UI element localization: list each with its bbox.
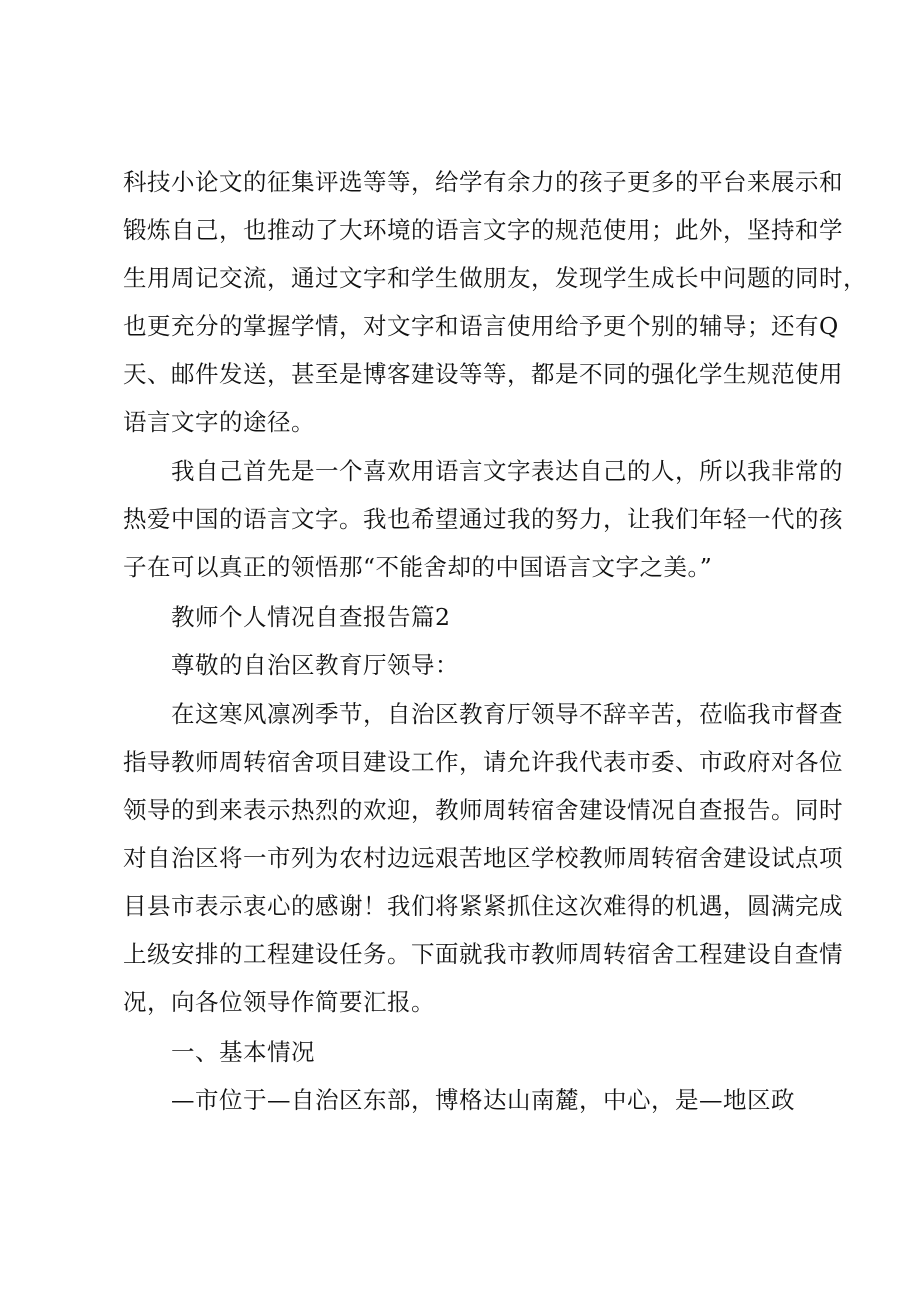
text-line: 我自己首先是一个喜欢用语言文字表达自己的人，所以我非常的 (171, 457, 843, 485)
text-line: 指导教师周转宿舍项目建设工作，请允许我代表市委、市政府对各位 (123, 748, 843, 776)
text-line: 在这寒风凛冽季节，自治区教育厅领导不辞辛苦，莅临我市督查 (171, 700, 843, 728)
text-line: 子在可以真正的领悟那“不能舍却的中国语言文字之美。” (123, 553, 713, 581)
text-line: 语言文字的途径。 (123, 408, 315, 436)
salutation: 尊敬的自治区教育厅领导： (171, 651, 459, 679)
text-line: 锻炼自己，也推动了大环境的语言文字的规范使用；此外，坚持和学 (123, 216, 843, 244)
text-line: 目县市表示衷心的感谢！我们将紧紧抓住这次难得的机遇，圆满完成 (123, 892, 843, 920)
text-line: 热爱中国的语言文字。我也希望通过我的努力，让我们年轻一代的孩 (123, 505, 843, 533)
text-line: 生用周记交流，通过文字和学生做朋友，发现学生成长中问题的同时， (123, 264, 867, 292)
text-line: 况，向各位领导作简要汇报。 (123, 988, 435, 1016)
text-line: 也更充分的掌握学情，对文字和语言使用给予更个别的辅导；还有Q (123, 312, 839, 340)
text-line: 上级安排的工程建设任务。下面就我市教师周转宿舍工程建设自查情 (123, 940, 843, 968)
text-line: —市位于—自治区东部，博格达山南麓，中心，是—地区政 (171, 1086, 795, 1114)
text-line: 对自治区将一市列为农村边远艰苦地区学校教师周转宿舍建设试点项 (123, 844, 843, 872)
section-heading: 教师个人情况自查报告篇2 (171, 603, 451, 631)
section-title: 一、基本情况 (171, 1038, 315, 1066)
text-line: 领导的到来表示热烈的欢迎，教师周转宿舍建设情况自查报告。同时 (123, 796, 843, 824)
text-line: 天、邮件发送，甚至是博客建设等等，都是不同的强化学生规范使用 (123, 360, 843, 388)
text-line: 科技小论文的征集评选等等，给学有余力的孩子更多的平台来展示和 (123, 168, 843, 196)
